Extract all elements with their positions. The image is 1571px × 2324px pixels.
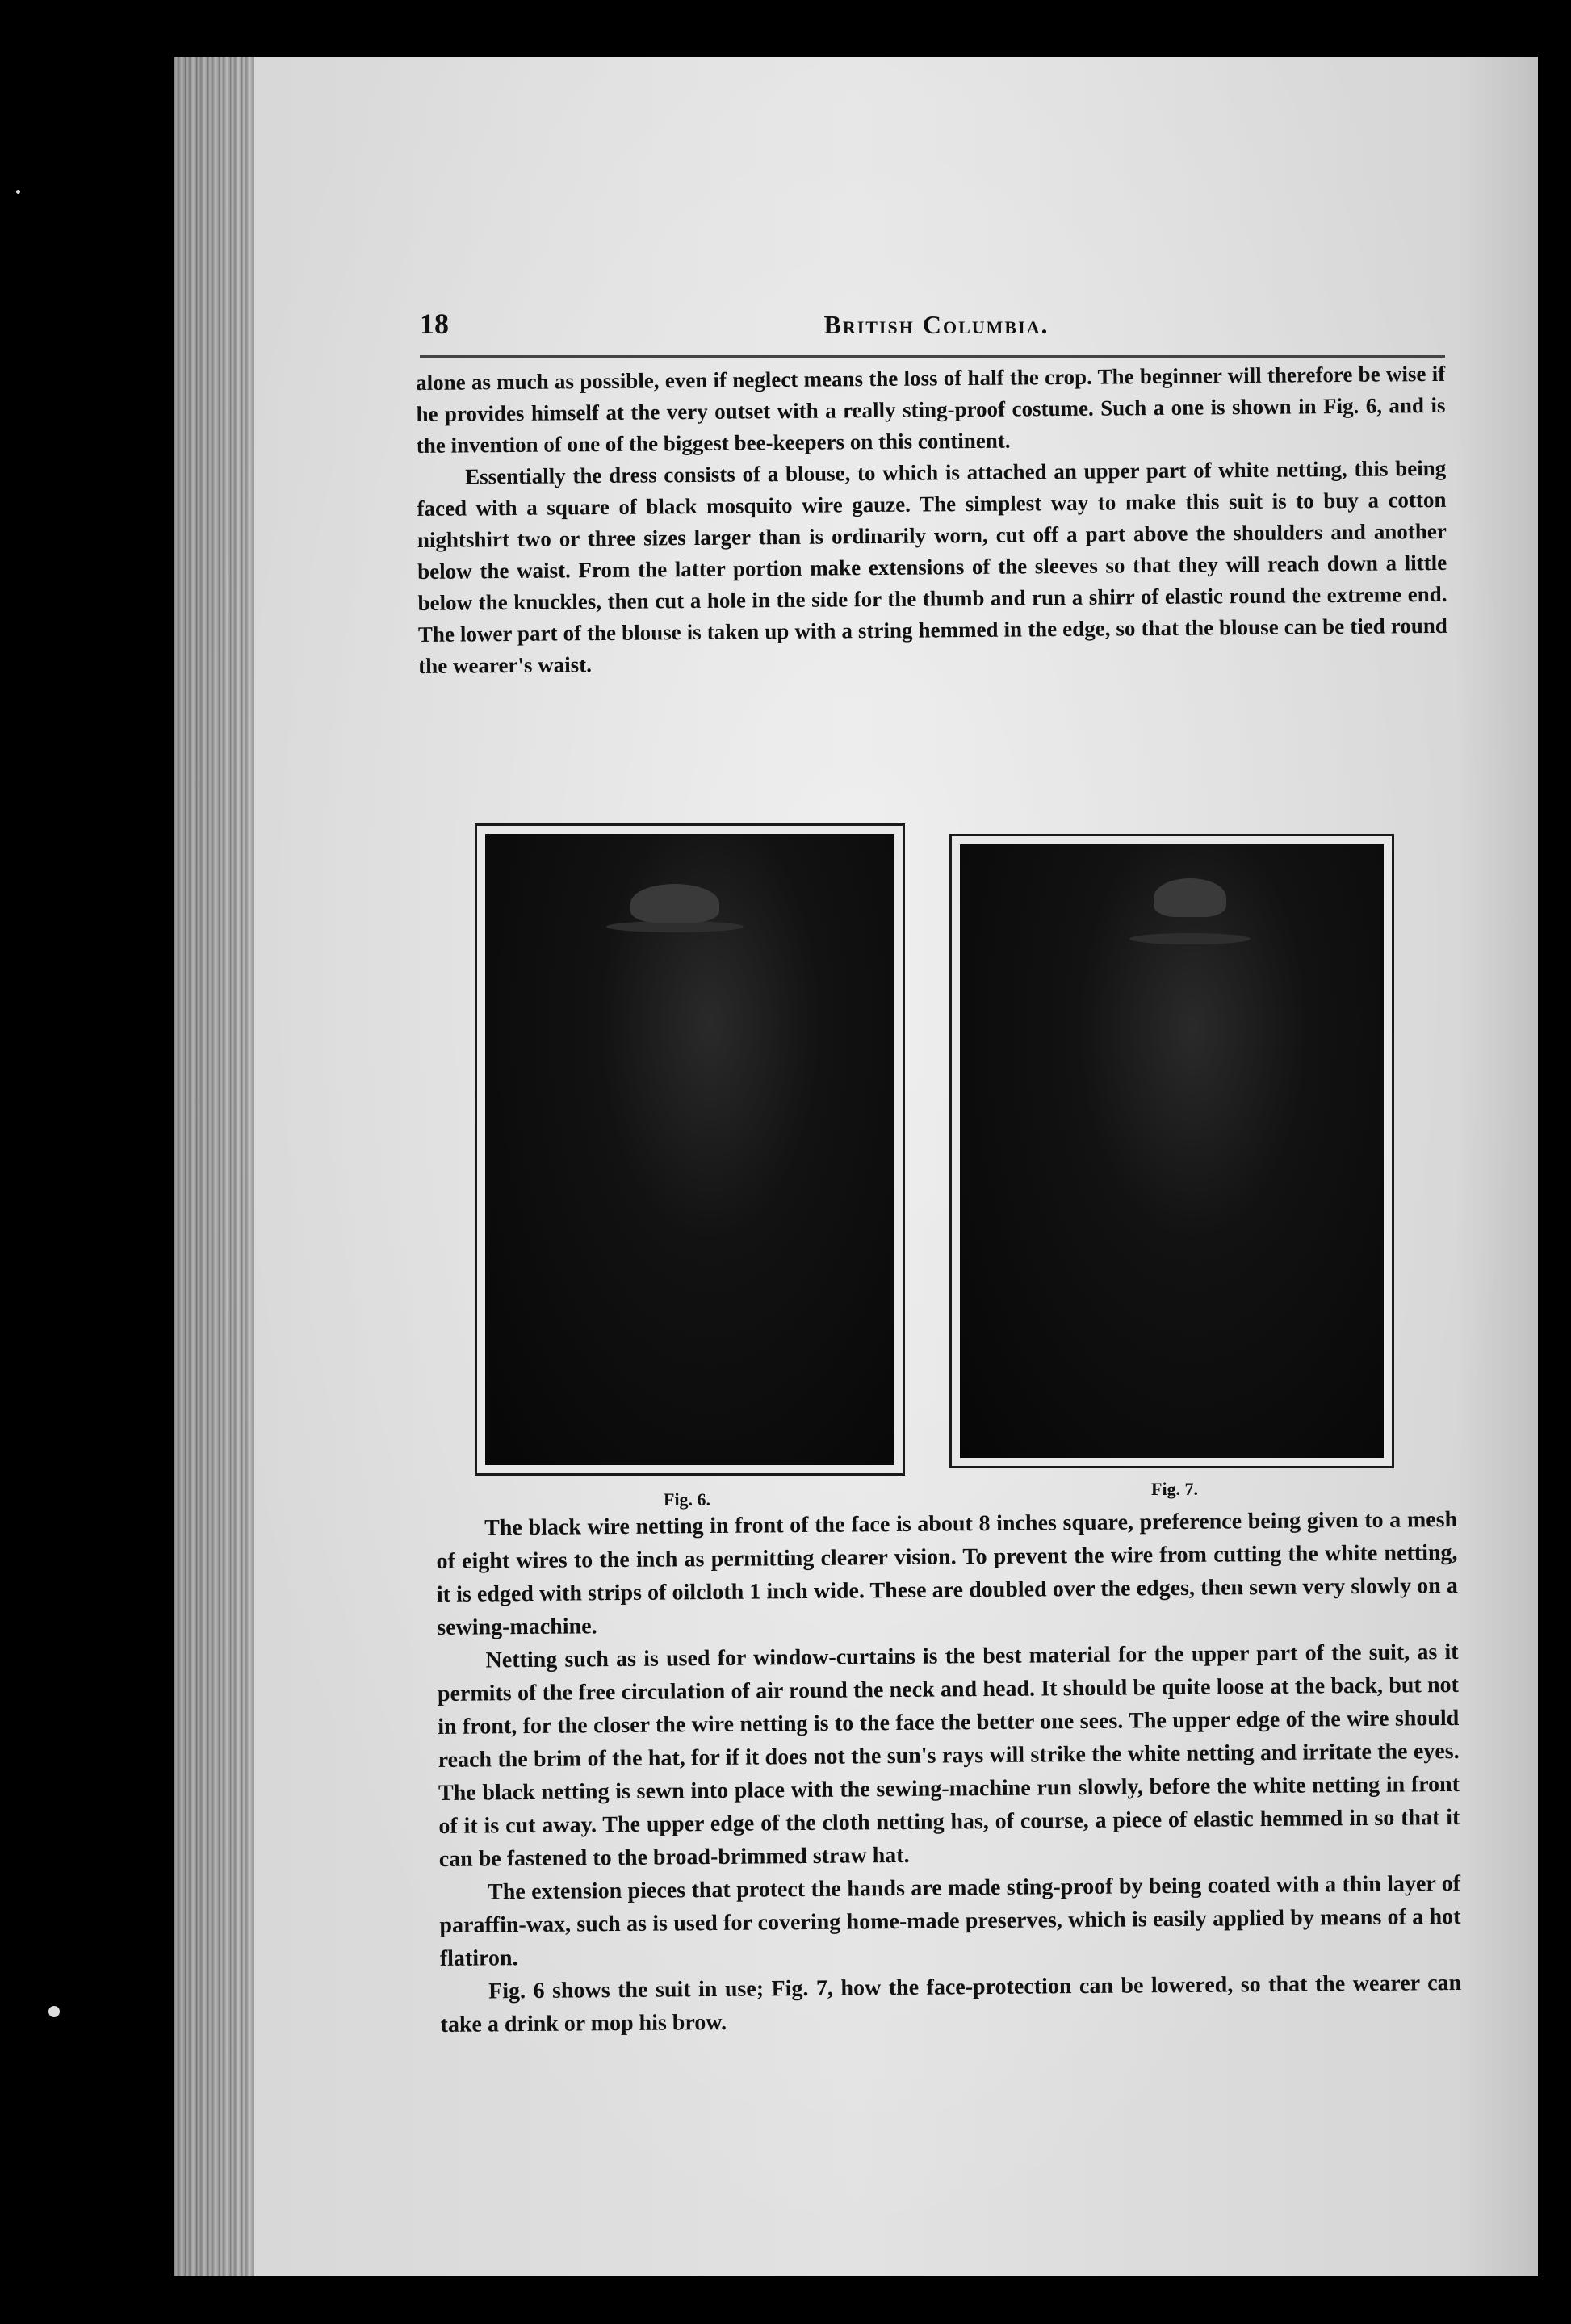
- dust-speck: [16, 190, 20, 194]
- paragraph-2: Essentially the dress consists of a blouse, to which is attached an upper part of white netting, this being faced with a square of black mosquito wire gauze. The simplest way to make this suit is to buy a cotton nightshirt two or three sizes larger than is ordinarily worn, cut off a part above the shoulders and another below the waist. From the latter portion make extensions of the sleeves so that they will reach down a little below the knuckles, then cut a hole in the side for the thumb and run a shirr of elastic round the extreme end. The lower part of the blouse is taken up with a string hemmed in the edge, so that the blouse can be tied round the wearer's waist.: [417, 455, 1447, 678]
- figure-6-photo: [485, 834, 894, 1465]
- dust-speck: [1114, 2220, 1119, 2225]
- header-rule: [420, 355, 1445, 358]
- paragraph-3: The black wire netting in front of the face is about 8 inches square, preference being given to a mesh of eight wires to the inch as permitting clearer vision. To prevent the wire from cutting the white netting, it is edged with strips of oilcloth 1 inch wide. These are doubled over the edges, then sewn very slowly on a sewing-machine.: [436, 1506, 1458, 1640]
- figure-6: [475, 823, 905, 1476]
- hat: [1154, 878, 1226, 917]
- page-number: 18: [420, 308, 449, 340]
- paragraph-1: alone as much as possible, even if neglect means the loss of half the crop. The beginner will therefore be wise if he provides himself at the very outset with a really sting-proof costume. Such a one is shown in Fig. 6, and is the invention of one of the biggest bee-keepers on this continent.: [416, 361, 1446, 458]
- paragraph-5: The extension pieces that protect the hands are made sting-proof by being coated with a thin layer of paraffin-wax, such as is used for covering home-made preserves, which is easily applied by means of a hot flatiron.: [439, 1870, 1461, 1971]
- page-header: [420, 307, 1453, 355]
- hat-brim: [606, 921, 744, 932]
- figure-6-caption: Fig. 6.: [664, 1489, 711, 1510]
- running-head: British Columbia.: [823, 310, 1049, 339]
- top-text-block: [416, 358, 1447, 682]
- binding-edge: [174, 57, 254, 2276]
- figure-7: [949, 834, 1394, 1468]
- paragraph-4: Netting such as is used for window-curtains is the best material for the upper part of the suit, as it permits of the free circulation of air round the neck and head. It should be quite loose at the back, but not in front, for the closer the wire netting is to the face the better one sees. The upper edge of the wire should reach the brim of the hat, for if it does not the sun's rays will strike the white netting and irritate the eyes. The black netting is sewn into place with the sewing-machine run slowly, before the white netting in front of it is cut away. The upper edge of the cloth netting has, of course, a piece of elastic hemmed in so that it can be fastened to the broad-brimmed straw hat.: [437, 1639, 1460, 1872]
- paragraph-6: Fig. 6 shows the suit in use; Fig. 7, how the face-protection can be lowered, so that the wearer can take a drink or mop his brow.: [440, 1970, 1462, 2037]
- dust-speck: [48, 2006, 60, 2017]
- hat-brim: [1129, 933, 1251, 944]
- figure-7-caption: Fig. 7.: [1151, 1479, 1199, 1499]
- hat: [630, 884, 719, 923]
- figure-7-photo: [960, 844, 1384, 1458]
- bottom-text-block: [436, 1503, 1462, 2041]
